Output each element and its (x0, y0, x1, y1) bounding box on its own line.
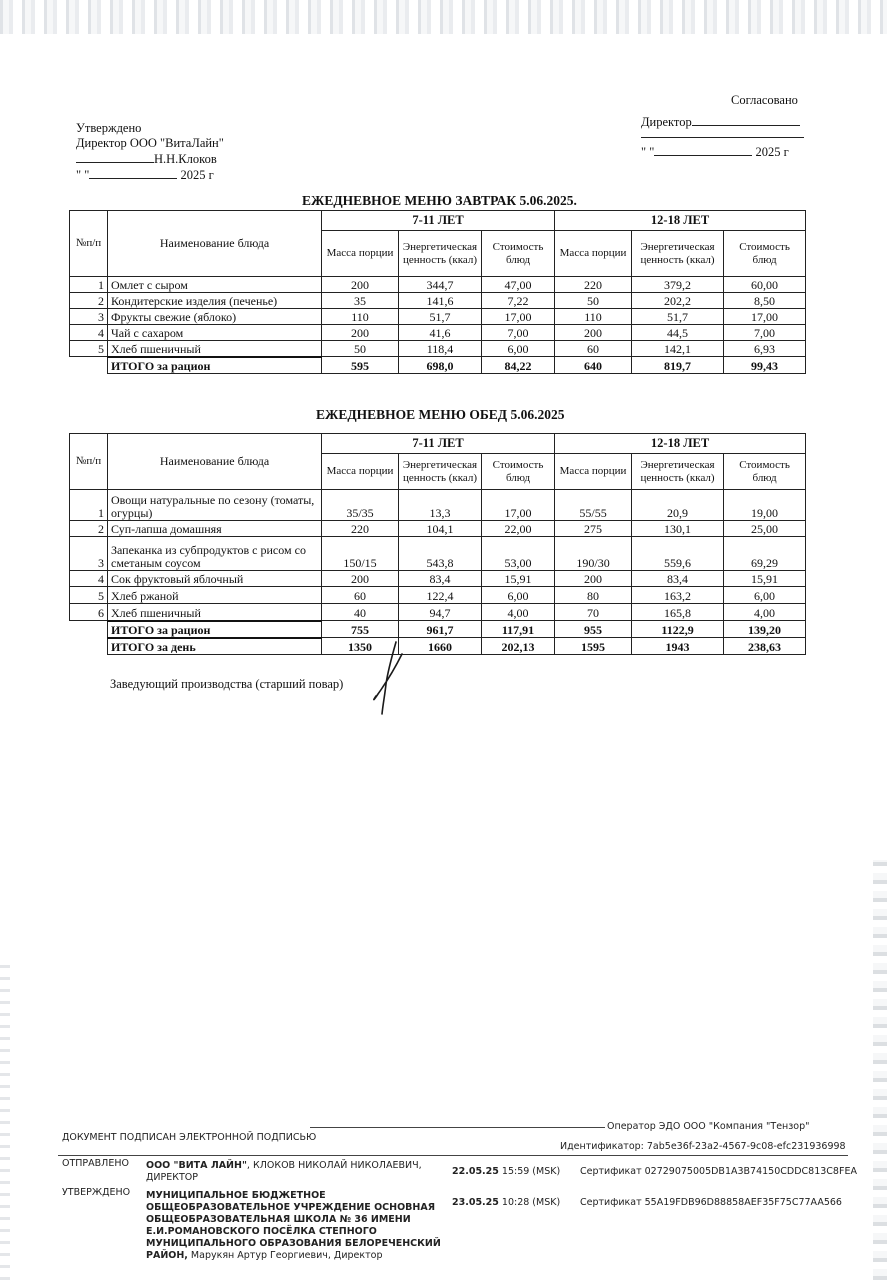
total-cost2: 99,43 (724, 357, 806, 374)
total-label: ИТОГО за рацион (108, 357, 322, 374)
cell-mass2: 50 (555, 293, 632, 309)
table-row (70, 521, 806, 537)
cell-num: 2 (70, 521, 108, 537)
day-total-mass: 1350 (322, 638, 399, 655)
breakfast-col-energy2: Энергетическая ценность (ккал) (632, 231, 724, 277)
approved-left-date-quote: " " (76, 168, 90, 182)
total-energy2: 1122,9 (632, 621, 724, 638)
cell-num: 1 (70, 490, 108, 521)
cell-energy2: 202,2 (632, 293, 724, 309)
stamp-approved-org-5: МУНИЦИПАЛЬНОГО ОБРАЗОВАНИЯ БЕЛОРЕЧЕНСКИЙ (146, 1238, 441, 1249)
cell-energy: 13,3 (399, 490, 482, 521)
approved-right-date-line (641, 145, 789, 160)
handwritten-signature-icon (366, 636, 412, 718)
table-row (70, 341, 806, 357)
lunch-col-mass2: Масса порции (555, 454, 632, 490)
cell-mass2: 70 (555, 604, 632, 621)
cell-mass: 35/35 (322, 490, 399, 521)
total-cost2: 139,20 (724, 621, 806, 638)
cell-cost: 6,00 (482, 341, 555, 357)
scan-edge-top (0, 0, 887, 34)
cell-energy2: 51,7 (632, 309, 724, 325)
table-row (70, 309, 806, 325)
cell-cost: 22,00 (482, 521, 555, 537)
cell-cost2: 17,00 (724, 309, 806, 325)
cell-mass2: 220 (555, 277, 632, 293)
scan-edge-right (873, 860, 887, 1280)
cell-dish: Хлеб ржаной (108, 587, 322, 604)
total-cost: 84,22 (482, 357, 555, 374)
table-row (70, 277, 806, 293)
breakfast-total-row (70, 357, 806, 374)
cell-energy: 83,4 (399, 571, 482, 587)
cell-mass2: 60 (555, 341, 632, 357)
cell-energy2: 163,2 (632, 587, 724, 604)
total-mass2: 640 (555, 357, 632, 374)
day-total-energy: 1660 (399, 638, 482, 655)
breakfast-col-mass2: Масса порции (555, 231, 632, 277)
stamp-divider (58, 1155, 848, 1156)
cell-energy: 94,7 (399, 604, 482, 621)
stamp-sent-time: 15:59 (MSK) (498, 1166, 561, 1177)
cell-mass: 110 (322, 309, 399, 325)
cell-mass: 200 (322, 325, 399, 341)
cell-cost: 6,00 (482, 587, 555, 604)
cell-cost2: 8,50 (724, 293, 806, 309)
lunch-group-7-11: 7-11 ЛЕТ (322, 434, 555, 454)
lunch-total-row (70, 621, 806, 638)
cell-energy2: 130,1 (632, 521, 724, 537)
cell-energy: 141,6 (399, 293, 482, 309)
stamp-sent-role: ДИРЕКТОР (146, 1172, 199, 1183)
cell-mass2: 200 (555, 571, 632, 587)
stamp-approved-org-3: ОБЩЕОБРАЗОВАТЕЛЬНАЯ ШКОЛА № 36 ИМЕНИ (146, 1214, 411, 1225)
cell-num: 3 (70, 309, 108, 325)
breakfast-col-mass: Масса порции (322, 231, 399, 277)
stamp-approved-person: Марукян Артур Георгиевич, Директор (187, 1250, 383, 1261)
stamp-approved-org-6: РАЙОН, (146, 1250, 188, 1261)
stamp-approved-signer (146, 1250, 383, 1261)
approved-left-position: Директор ООО "ВитаЛайн" (76, 136, 224, 150)
cell-mass: 60 (322, 587, 399, 604)
cell-energy2: 44,5 (632, 325, 724, 341)
table-row (70, 604, 806, 621)
stamp-approved-time: 10:28 (MSK) (498, 1197, 561, 1208)
cell-num: 1 (70, 277, 108, 293)
cell-mass: 40 (322, 604, 399, 621)
table-row (70, 571, 806, 587)
stamp-identifier: Идентификатор: 7ab5e36f-23a2-4567-9c08-efc231936998 (560, 1141, 846, 1152)
cell-cost2: 15,91 (724, 571, 806, 587)
breakfast-group-header-row (70, 211, 806, 231)
cell-mass2: 275 (555, 521, 632, 537)
lunch-col-energy2: Энергетическая ценность (ккал) (632, 454, 724, 490)
table-row (70, 537, 806, 571)
cell-cost2: 7,00 (724, 325, 806, 341)
cell-num: 2 (70, 293, 108, 309)
breakfast-group-12-18: 12-18 ЛЕТ (555, 211, 806, 231)
stamp-sent-person: , КЛОКОВ НИКОЛАЙ НИКОЛАЕВИЧ, (246, 1160, 422, 1171)
cell-mass2: 110 (555, 309, 632, 325)
cell-num: 6 (70, 604, 108, 621)
stamp-approved-date: 23.05.25 (452, 1197, 499, 1208)
stamp-header: ДОКУМЕНТ ПОДПИСАН ЭЛЕКТРОННОЙ ПОДПИСЬЮ (62, 1132, 317, 1143)
stamp-operator: Оператор ЭДО ООО "Компания "Тензор" (607, 1121, 810, 1132)
day-total-energy2: 1943 (632, 638, 724, 655)
cell-dish: Овощи натуральные по сезону (томаты, огурцы) (108, 490, 322, 521)
cell-mass: 220 (322, 521, 399, 537)
cell-dish: Фрукты свежие (яблоко) (108, 309, 322, 325)
approved-left-date-line (76, 168, 214, 183)
cell-cost2: 6,00 (724, 587, 806, 604)
stamp-sent-datetime (452, 1166, 560, 1177)
approved-right-position-line (641, 115, 800, 130)
cell-energy: 41,6 (399, 325, 482, 341)
stamp-approved-cert: Сертификат 55A19FDB96D88858AEF35F75C77AA566 (580, 1197, 842, 1208)
table-row (70, 490, 806, 521)
cell-mass: 150/15 (322, 537, 399, 571)
approved-left-name: Н.Н.Клоков (154, 152, 217, 166)
lunch-title: ЕЖЕДНЕВНОЕ МЕНЮ ОБЕД 5.06.2025 (316, 407, 565, 422)
total-label: ИТОГО за рацион (108, 621, 322, 638)
stamp-approved-org-4: Е.И.РОМАНОВСКОГО ПОСЁЛКА СТЕПНОГО (146, 1226, 377, 1237)
cell-dish: Сок фруктовый яблочный (108, 571, 322, 587)
cell-num: 5 (70, 341, 108, 357)
cell-cost2: 69,29 (724, 537, 806, 571)
cell-energy2: 379,2 (632, 277, 724, 293)
cell-mass: 200 (322, 571, 399, 587)
table-row (70, 325, 806, 341)
electronic-signature-stamp (58, 1118, 857, 1274)
cell-mass2: 80 (555, 587, 632, 604)
total-cost: 117,91 (482, 621, 555, 638)
approved-right-date-quote: " " (641, 145, 655, 159)
total-mass2: 955 (555, 621, 632, 638)
cell-num: 4 (70, 571, 108, 587)
cell-mass: 35 (322, 293, 399, 309)
cell-energy2: 559,6 (632, 537, 724, 571)
day-total-cost2: 238,63 (724, 638, 806, 655)
lunch-col-cost: Стоимость блюд (482, 454, 555, 490)
cell-energy2: 165,8 (632, 604, 724, 621)
stamp-sent-cert: Сертификат 02729075005DB1A3B74150CDDC813C8FEA (580, 1166, 857, 1177)
table-row (70, 293, 806, 309)
cell-dish: Хлеб пшеничный (108, 341, 322, 357)
stamp-sent-label: ОТПРАВЛЕНО (62, 1158, 129, 1169)
cell-energy2: 20,9 (632, 490, 724, 521)
breakfast-col-energy: Энергетическая ценность (ккал) (399, 231, 482, 277)
cell-cost: 47,00 (482, 277, 555, 293)
cell-mass2: 200 (555, 325, 632, 341)
approved-left-year: 2025 г (180, 168, 214, 182)
total-mass: 755 (322, 621, 399, 638)
table-row (70, 587, 806, 604)
cell-dish: Чай с сахаром (108, 325, 322, 341)
cell-mass2: 190/30 (555, 537, 632, 571)
stamp-sent-signer (146, 1160, 422, 1171)
cell-energy: 118,4 (399, 341, 482, 357)
cell-cost2: 25,00 (724, 521, 806, 537)
stamp-approved-datetime (452, 1197, 560, 1208)
cell-cost2: 6,93 (724, 341, 806, 357)
lunch-col-num: №п/п (70, 434, 108, 490)
cell-cost: 4,00 (482, 604, 555, 621)
cell-dish: Хлеб пшеничный (108, 604, 322, 621)
approved-right-position: Директор (641, 115, 692, 129)
cell-cost2: 19,00 (724, 490, 806, 521)
day-total-mass2: 1595 (555, 638, 632, 655)
approved-left-signature-line (76, 152, 217, 167)
breakfast-col-name: Наименование блюда (108, 211, 322, 277)
cell-mass: 50 (322, 341, 399, 357)
cell-dish: Суп-лапша домашняя (108, 521, 322, 537)
approved-left-title: Утверждено (76, 121, 142, 135)
approved-right-signature-line (641, 137, 804, 138)
lunch-col-name: Наименование блюда (108, 434, 322, 490)
scan-edge-left (0, 960, 10, 1280)
cell-energy: 543,8 (399, 537, 482, 571)
cell-num: 5 (70, 587, 108, 604)
approved-right-title: Согласовано (731, 93, 798, 107)
cell-mass: 200 (322, 277, 399, 293)
stamp-header-line (310, 1127, 605, 1128)
cell-energy: 51,7 (399, 309, 482, 325)
cell-dish: Кондитерские изделия (печенье) (108, 293, 322, 309)
total-energy: 961,7 (399, 621, 482, 638)
cell-cost: 7,22 (482, 293, 555, 309)
breakfast-col-cost: Стоимость блюд (482, 231, 555, 277)
stamp-approved-org-2: ОБЩЕОБРАЗОВАТЕЛЬНОЕ УЧРЕЖДЕНИЕ ОСНОВНАЯ (146, 1202, 436, 1213)
stamp-sent-date: 22.05.25 (452, 1166, 499, 1177)
total-mass: 595 (322, 357, 399, 374)
cell-energy: 104,1 (399, 521, 482, 537)
cell-dish: Омлет с сыром (108, 277, 322, 293)
cell-cost: 53,00 (482, 537, 555, 571)
lunch-col-cost2: Стоимость блюд (724, 454, 806, 490)
day-total-row (70, 638, 806, 655)
lunch-table (69, 433, 806, 655)
breakfast-group-7-11: 7-11 ЛЕТ (322, 211, 555, 231)
breakfast-col-num: №п/п (70, 211, 108, 277)
breakfast-col-cost2: Стоимость блюд (724, 231, 806, 277)
cell-energy: 344,7 (399, 277, 482, 293)
stamp-approved-label: УТВЕРЖДЕНО (62, 1187, 131, 1198)
total-energy: 698,0 (399, 357, 482, 374)
lunch-col-mass: Масса порции (322, 454, 399, 490)
cell-cost: 17,00 (482, 309, 555, 325)
stamp-approved-org-1: МУНИЦИПАЛЬНОЕ БЮДЖЕТНОЕ (146, 1190, 326, 1201)
total-energy2: 819,7 (632, 357, 724, 374)
approved-right-year: 2025 г (755, 145, 789, 159)
cell-cost2: 60,00 (724, 277, 806, 293)
cell-energy2: 142,1 (632, 341, 724, 357)
cell-num: 3 (70, 537, 108, 571)
day-total-cost: 202,13 (482, 638, 555, 655)
cell-energy2: 83,4 (632, 571, 724, 587)
cell-energy: 122,4 (399, 587, 482, 604)
lunch-group-12-18: 12-18 ЛЕТ (555, 434, 806, 454)
cell-mass2: 55/55 (555, 490, 632, 521)
lunch-col-energy: Энергетическая ценность (ккал) (399, 454, 482, 490)
breakfast-title: ЕЖЕДНЕВНОЕ МЕНЮ ЗАВТРАК 5.06.2025. (302, 193, 577, 208)
cell-dish: Запеканка из субпродуктов с рисом со сметаным соусом (108, 537, 322, 571)
stamp-sent-org: ООО "ВИТА ЛАЙН" (146, 1160, 247, 1171)
day-total-label: ИТОГО за день (108, 638, 322, 655)
cell-cost: 15,91 (482, 571, 555, 587)
cell-num: 4 (70, 325, 108, 341)
lunch-group-header-row (70, 434, 806, 454)
breakfast-table (69, 210, 806, 374)
chef-line: Заведующий производства (старший повар) (110, 677, 344, 691)
cell-cost2: 4,00 (724, 604, 806, 621)
cell-cost: 17,00 (482, 490, 555, 521)
cell-cost: 7,00 (482, 325, 555, 341)
